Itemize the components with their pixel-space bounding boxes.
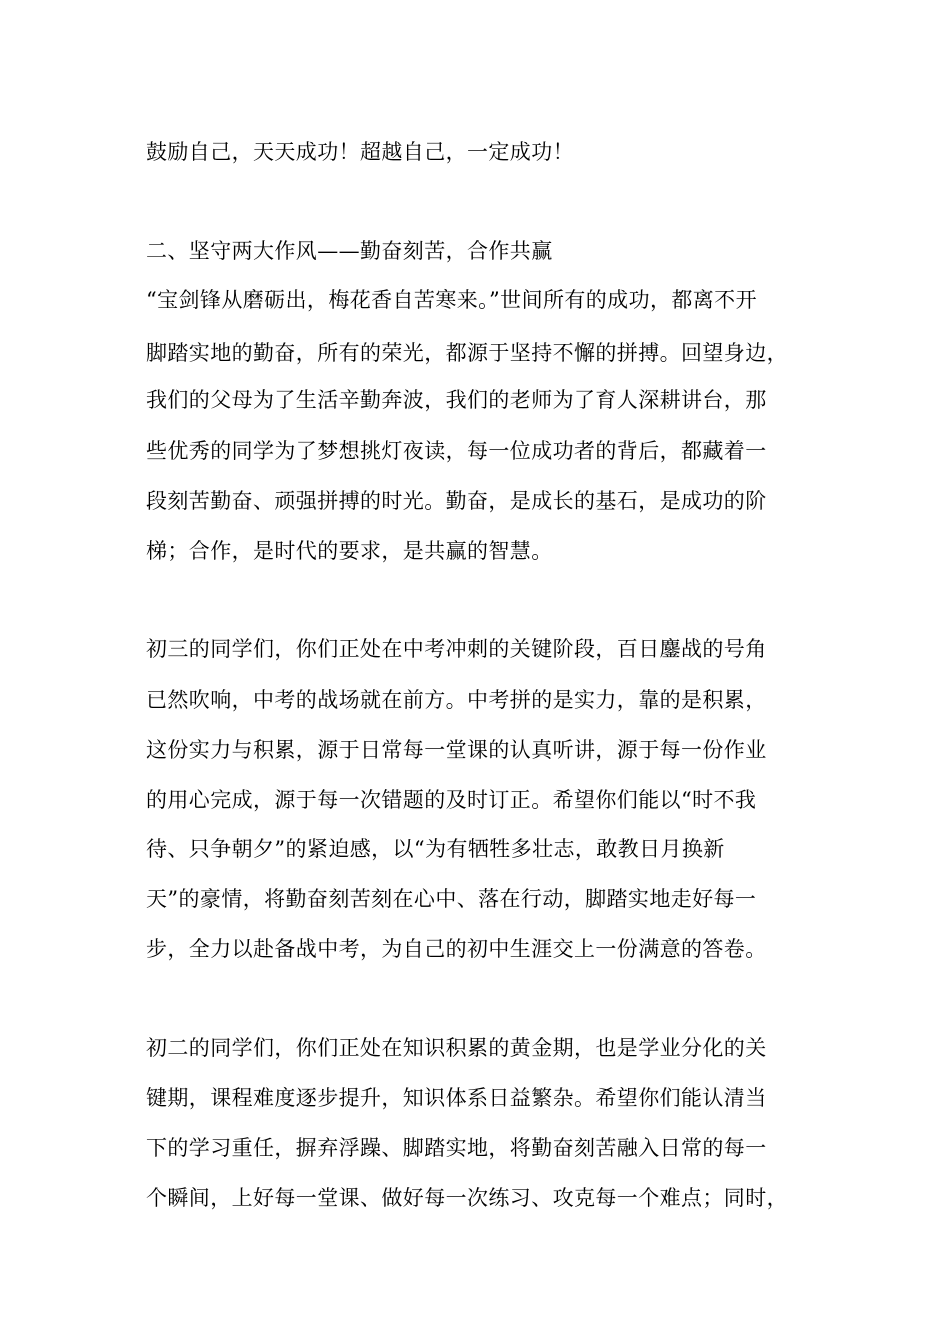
- text-line: 这份实力与积累，源于日常每一堂课的认真听讲，源于每一份作业: [146, 738, 767, 762]
- text-line: 我们的父母为了生活辛勤奔波，我们的老师为了育人深耕讲台，那: [146, 388, 767, 412]
- text-line: 已然吹响，中考的战场就在前方。中考拼的是实力，靠的是积累，: [146, 688, 767, 712]
- text-line: “宝剑锋从磨砺出，梅花香自苦寒来。”世间所有的成功，都离不开: [146, 288, 757, 312]
- text-line: 鼓励自己，天天成功！超越自己，一定成功！: [146, 140, 574, 164]
- text-line: 梯；合作，是时代的要求，是共赢的智慧。: [146, 539, 553, 563]
- text-line: 键期，课程难度逐步提升，知识体系日益繁杂。希望你们能认清当: [146, 1086, 767, 1110]
- text-line: 脚踏实地的勤奋，所有的荣光，都源于坚持不懈的拼搏。回望身边，: [146, 341, 788, 365]
- text-line: 天”的豪情，将勤奋刻苦刻在心中、落在行动，脚踏实地走好每一: [146, 887, 757, 911]
- text-line: 下的学习重任，摒弃浮躁、脚踏实地，将勤奋刻苦融入日常的每一: [146, 1136, 767, 1160]
- text-line: 步，全力以赴备战中考，为自己的初中生涯交上一份满意的答卷。: [146, 937, 767, 961]
- text-line: 个瞬间，上好每一堂课、做好每一次练习、攻克每一个难点；同时，: [146, 1186, 788, 1210]
- text-line: 初三的同学们，你们正处在中考冲刺的关键阶段，百日鏖战的号角: [146, 637, 767, 661]
- text-line: 待、只争朝夕”的紧迫感，以“为有牺牲多壮志，敢教日月换新: [146, 837, 725, 861]
- text-line: 初二的同学们，你们正处在知识积累的黄金期，也是学业分化的关: [146, 1036, 767, 1060]
- section-heading: 二、坚守两大作风——勤奋刻苦，合作共赢: [146, 239, 553, 263]
- text-line: 的用心完成，源于每一次错题的及时订正。希望你们能以“时不我: [146, 788, 757, 812]
- text-line: 段刻苦勤奋、顽强拼搏的时光。勤奋，是成长的基石，是成功的阶: [146, 489, 767, 513]
- text-line: 些优秀的同学为了梦想挑灯夜读，每一位成功者的背后，都藏着一: [146, 439, 767, 463]
